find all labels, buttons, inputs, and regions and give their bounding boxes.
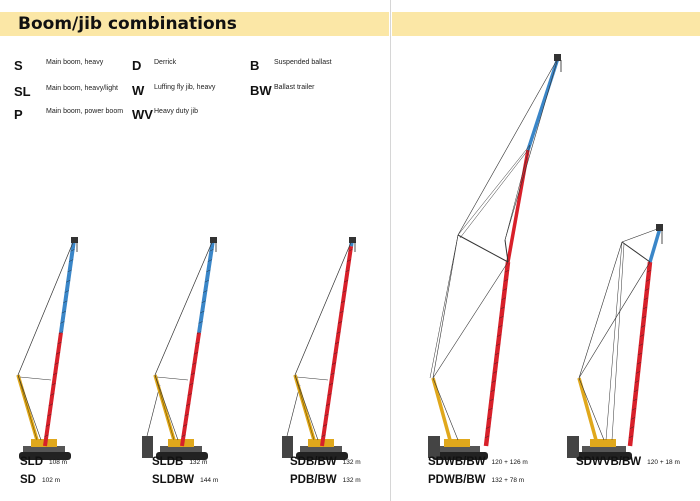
superstructure xyxy=(444,439,470,447)
legend-desc: Suspended ballast xyxy=(274,59,332,66)
jib-lower xyxy=(508,150,528,262)
pendant-rope xyxy=(505,145,530,240)
jib-strut xyxy=(622,242,650,262)
legend-desc: Ballast trailer xyxy=(274,84,315,91)
crane-code: SLD xyxy=(20,456,43,468)
legend-code: B xyxy=(250,58,260,73)
crane-label xyxy=(152,470,218,488)
back-rope xyxy=(579,242,622,378)
crane-length: 144 m xyxy=(200,477,219,484)
page-title: Boom/jib combinations xyxy=(18,14,237,34)
legend-code: P xyxy=(14,107,23,122)
derrick-rope xyxy=(579,378,604,440)
legend-desc: Main boom, heavy xyxy=(46,59,104,66)
guy-rope xyxy=(430,235,458,378)
legend-desc: Main boom, power boom xyxy=(46,108,124,115)
crane-label xyxy=(428,452,528,470)
crane-code: PDB/BW xyxy=(290,474,337,486)
derrick-lattice xyxy=(295,375,314,440)
jib-upper xyxy=(528,58,558,150)
crane-length: 102 m xyxy=(41,477,61,484)
jib-rope xyxy=(622,228,660,242)
crane-code: SDWB/BW xyxy=(428,456,486,468)
main-boom-lower xyxy=(45,333,61,446)
crane-code: SLDBW xyxy=(152,474,195,486)
main-boom-lower xyxy=(182,333,199,446)
main-boom-upper xyxy=(61,240,74,333)
crane-length: 132 m xyxy=(342,459,361,466)
crane-code: SDWVB/BW xyxy=(576,456,642,468)
jib-head xyxy=(656,224,663,231)
main-boom-upper xyxy=(199,240,213,333)
derrick-lattice xyxy=(18,375,37,440)
crane-length: 120 + 18 m xyxy=(647,459,680,466)
derrick-rope xyxy=(295,375,318,440)
legend-desc: Heavy duty jib xyxy=(154,108,198,115)
derrick-rope xyxy=(433,378,458,440)
crane-label xyxy=(152,452,207,470)
crane-label xyxy=(290,452,361,470)
legend-code: BW xyxy=(250,83,272,98)
crane-length: 132 m xyxy=(189,459,208,466)
legend-desc: Derrick xyxy=(154,59,177,66)
superstructure xyxy=(590,439,616,447)
crane-code: PDWB/BW xyxy=(428,474,486,486)
guy-rope xyxy=(157,377,188,380)
derrick-boom xyxy=(433,378,450,440)
crane-label xyxy=(290,470,361,488)
crane-length: 108 m xyxy=(49,459,68,466)
crane-label xyxy=(20,452,67,470)
legend-code: W xyxy=(132,83,145,98)
guy-rope xyxy=(297,377,328,380)
crane-label xyxy=(576,452,680,470)
derrick-rope xyxy=(155,375,178,440)
derrick-lattice xyxy=(155,375,174,440)
crane-code: SDB/BW xyxy=(290,456,337,468)
spacer xyxy=(458,152,522,235)
crane-label xyxy=(20,470,60,488)
jib-rope xyxy=(458,58,558,235)
legend-desc: Luffing fly jib, heavy xyxy=(154,84,216,91)
legend-code: WV xyxy=(132,107,153,122)
ballast-rope xyxy=(147,385,160,436)
jib-strut xyxy=(505,240,508,262)
crane-length: 132 + 78 m xyxy=(491,477,525,484)
jib-strut xyxy=(458,235,508,262)
legend-code: D xyxy=(132,58,142,73)
crane-length: 132 m xyxy=(342,477,361,484)
guy-rope xyxy=(20,377,51,380)
derrick-boom xyxy=(579,378,596,440)
legend-code: SL xyxy=(14,84,31,99)
legend-desc: Main boom, heavy/light xyxy=(46,85,118,92)
crane-code: SLDB xyxy=(152,456,184,468)
back-rope xyxy=(433,235,458,378)
crane-code: SD xyxy=(20,474,36,486)
heavy-duty-jib xyxy=(650,228,660,262)
jib-rope xyxy=(505,58,558,240)
jib-tie xyxy=(460,150,528,238)
derrick-rope xyxy=(18,375,41,440)
crane-length: 120 + 126 m xyxy=(491,459,528,466)
legend-code: S xyxy=(14,58,23,73)
ballast-rope xyxy=(287,385,300,436)
crane-label xyxy=(428,470,524,488)
